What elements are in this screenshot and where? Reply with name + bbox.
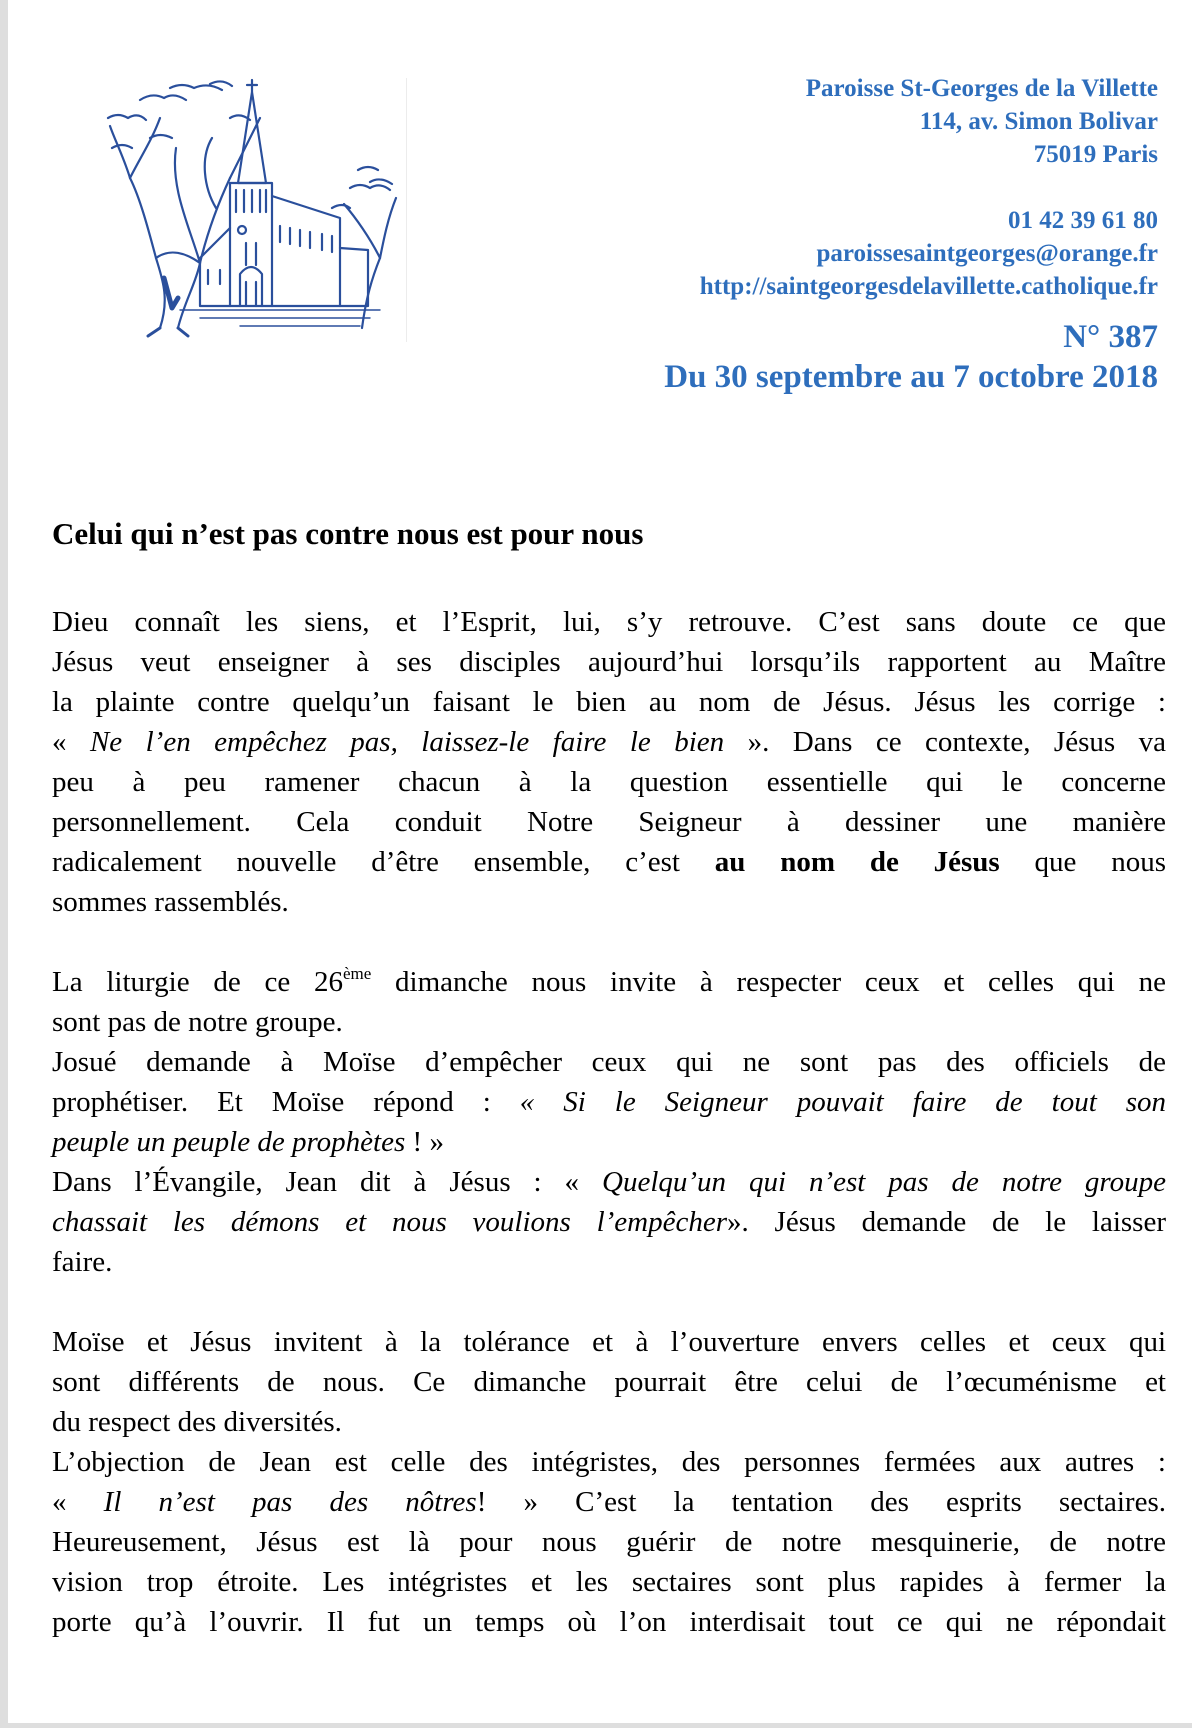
text-line: peu à peu ramener chacun à la question essentielle qui le concerne	[52, 766, 1166, 798]
parish-website[interactable]: http://saintgeorgesdelavillette.catholique.fr	[699, 273, 1158, 300]
text-segment: La liturgie de ce 26	[52, 966, 343, 998]
text-line: la plainte contre quelqu’un faisant le bien au nom de Jésus. Jésus les corrige :	[52, 686, 1166, 718]
parish-city: 75019 Paris	[1033, 141, 1158, 168]
text-segment: Dans l’Évangile, Jean dit à Jésus : «	[52, 1166, 602, 1198]
text-line	[52, 1122, 1166, 1162]
text-segment: prophétiser. Et Moïse répond :	[52, 1086, 520, 1118]
text-line	[52, 962, 1166, 1002]
text-segment: radicalement nouvelle d’être ensemble, c’est	[52, 846, 715, 878]
text-line: personnellement. Cela conduit Notre Seigneur à dessiner une manière	[52, 806, 1166, 838]
text-line: faire.	[52, 1246, 113, 1278]
parish-email[interactable]: paroissesaintgeorges@orange.fr	[816, 240, 1158, 267]
text-line: Jésus veut enseigner à ses disciples aujourd’hui lorsqu’ils rapportent au Maître	[52, 646, 1166, 678]
quote-italic: Il n’est pas des nôtres	[103, 1486, 477, 1518]
text-line	[52, 722, 1166, 762]
text-line: sont différents de nous. Ce dimanche pourrait être celui de l’œcuménisme et	[52, 1366, 1166, 1398]
church-logo	[100, 78, 407, 342]
parish-name: Paroisse St-Georges de la Villette	[805, 75, 1158, 102]
text-line: L’objection de Jean est celle des intégristes, des personnes fermées aux autres :	[52, 1446, 1166, 1478]
spacer	[664, 171, 1158, 204]
quote-close: ! »	[405, 1126, 444, 1158]
text-segment: ! » C’est la tentation des esprits sectaires.	[476, 1486, 1166, 1518]
text-line	[52, 1202, 1166, 1242]
article-title: Celui qui n’est pas contre nous est pour nous	[52, 516, 644, 551]
bulletin-page	[8, 0, 1192, 1723]
quote-italic: Quelqu’un qui n’est pas de notre groupe	[602, 1166, 1166, 1198]
issue-number: N° 387	[1063, 319, 1158, 355]
quote-italic: chassait les démons et nous voulions l’empêcher	[52, 1206, 728, 1238]
article-body	[52, 602, 1166, 1642]
paragraph-gap	[52, 922, 1166, 962]
church-drawing-icon	[100, 78, 406, 342]
issue-date-range: Du 30 septembre au 7 octobre 2018	[664, 359, 1158, 395]
text-line	[52, 1082, 1166, 1122]
text-segment: ». Jésus demande de le laisser	[727, 1206, 1166, 1238]
quote-open: «	[52, 1486, 104, 1518]
parish-header	[664, 72, 1158, 397]
text-segment: dimanche nous invite à respecter ceux et celles qui ne	[371, 966, 1166, 998]
quote-italic: « Si le Seigneur pouvait faire de tout son	[519, 1086, 1166, 1118]
quote-open: «	[52, 726, 90, 758]
text-segment: ». Dans ce contexte, Jésus va	[724, 726, 1166, 758]
text-line: Dieu connaît les siens, et l’Esprit, lui, s’y retrouve. C’est sans doute ce que	[52, 606, 1166, 638]
text-line: Josué demande à Moïse d’empêcher ceux qui ne sont pas des officiels de	[52, 1046, 1166, 1078]
text-line: Heureusement, Jésus est là pour nous guérir de notre mesquinerie, de notre	[52, 1526, 1166, 1558]
ordinal-superscript: ème	[342, 964, 372, 983]
text-line	[52, 1482, 1166, 1522]
text-line: du respect des diversités.	[52, 1406, 342, 1438]
parish-address: 114, av. Simon Bolivar	[919, 108, 1158, 135]
quote-italic: Ne l’en empêchez pas, laissez-le faire le bien	[89, 726, 725, 758]
bold-emphasis: au nom de Jésus	[714, 846, 1000, 878]
text-segment: que nous	[999, 846, 1166, 878]
text-line: sont pas de notre groupe.	[52, 1006, 343, 1038]
text-line: sommes rassemblés.	[52, 886, 289, 918]
text-line: Moïse et Jésus invitent à la tolérance et à l’ouverture envers celles et ceux qui	[52, 1326, 1166, 1358]
parish-phone: 01 42 39 61 80	[1008, 207, 1158, 234]
paragraph-gap	[52, 1282, 1166, 1322]
text-line	[52, 842, 1166, 882]
quote-italic: peuple un peuple de prophètes	[52, 1126, 406, 1158]
text-line: porte qu’à l’ouvrir. Il fut un temps où l’on interdisait tout ce qui ne répondait	[52, 1606, 1166, 1638]
text-line: vision trop étroite. Les intégristes et les sectaires sont plus rapides à fermer la	[52, 1566, 1166, 1598]
text-line	[52, 1162, 1166, 1202]
